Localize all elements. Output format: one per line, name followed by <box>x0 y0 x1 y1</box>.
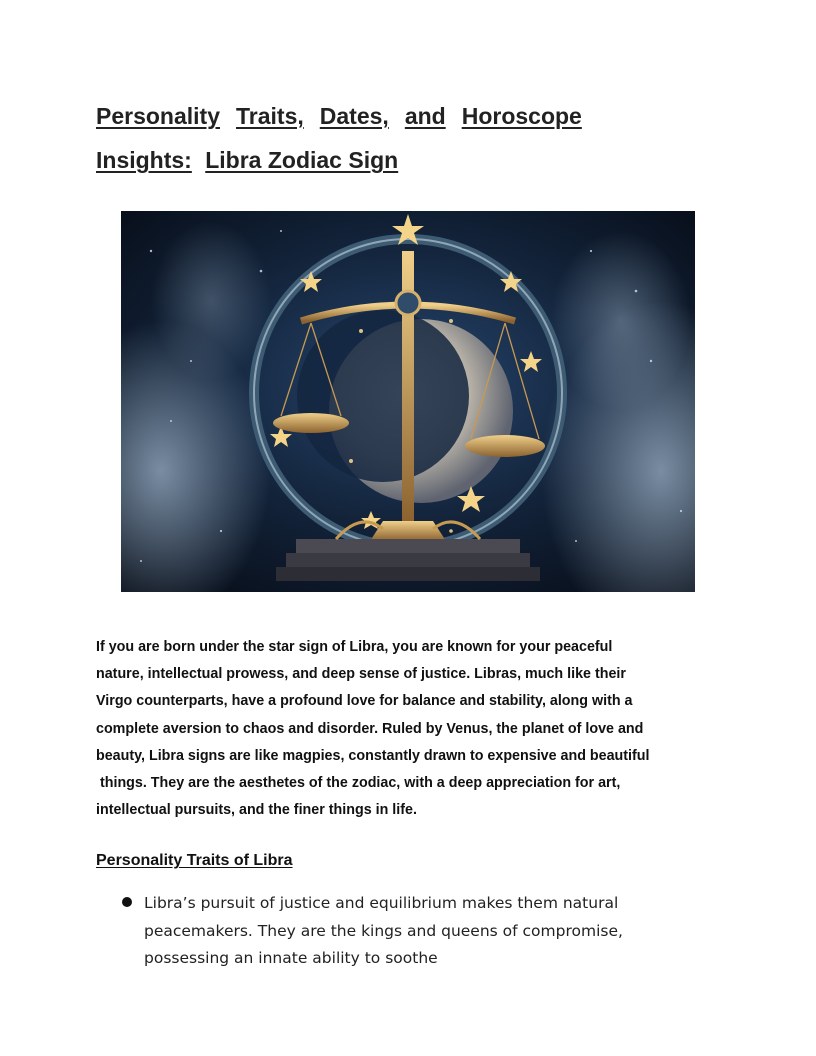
intro-line: nature, intellectual prowess, and deep sense of justice. Libras, much like their <box>96 666 626 683</box>
intro-line: If you are born under the star sign of Libra, you are known for your peaceful <box>96 639 613 655</box>
intro-line: Virgo counterparts, have a profound love for balance and stability, along with a <box>96 693 633 710</box>
title-word: Dates, <box>319 103 389 129</box>
list-item-text: Libra’s pursuit of justice and equilibrium makes them natural peacemakers. They are the kings and queens of compromise, possessing an innate ability to soothe <box>144 894 623 967</box>
traits-list <box>96 890 696 973</box>
title-word: Libra Zodiac Sign <box>205 147 399 173</box>
title-word: Traits, <box>236 103 304 129</box>
list-item <box>96 890 696 973</box>
bullet-icon <box>122 897 132 907</box>
intro-line: beauty, Libra signs are like magpies, constantly drawn to expensive and beautiful <box>96 747 650 764</box>
intro-line: things. They are the aesthetes of the zodiac, with a deep appreciation for art, <box>96 775 621 792</box>
section-heading: Personality Traits of Libra <box>96 852 293 869</box>
intro-line: complete aversion to chaos and disorder. Ruled by Venus, the planet of love and <box>96 720 644 737</box>
libra-scales-illustration <box>121 211 695 592</box>
title-word: Horoscope <box>461 103 582 129</box>
document-title <box>96 94 716 182</box>
intro-paragraph <box>96 634 720 824</box>
intro-line: intellectual pursuits, and the finer things in life. <box>96 802 417 819</box>
title-word: Personality <box>96 103 220 129</box>
title-word: Insights: <box>96 147 192 173</box>
title-word: and <box>404 103 446 129</box>
